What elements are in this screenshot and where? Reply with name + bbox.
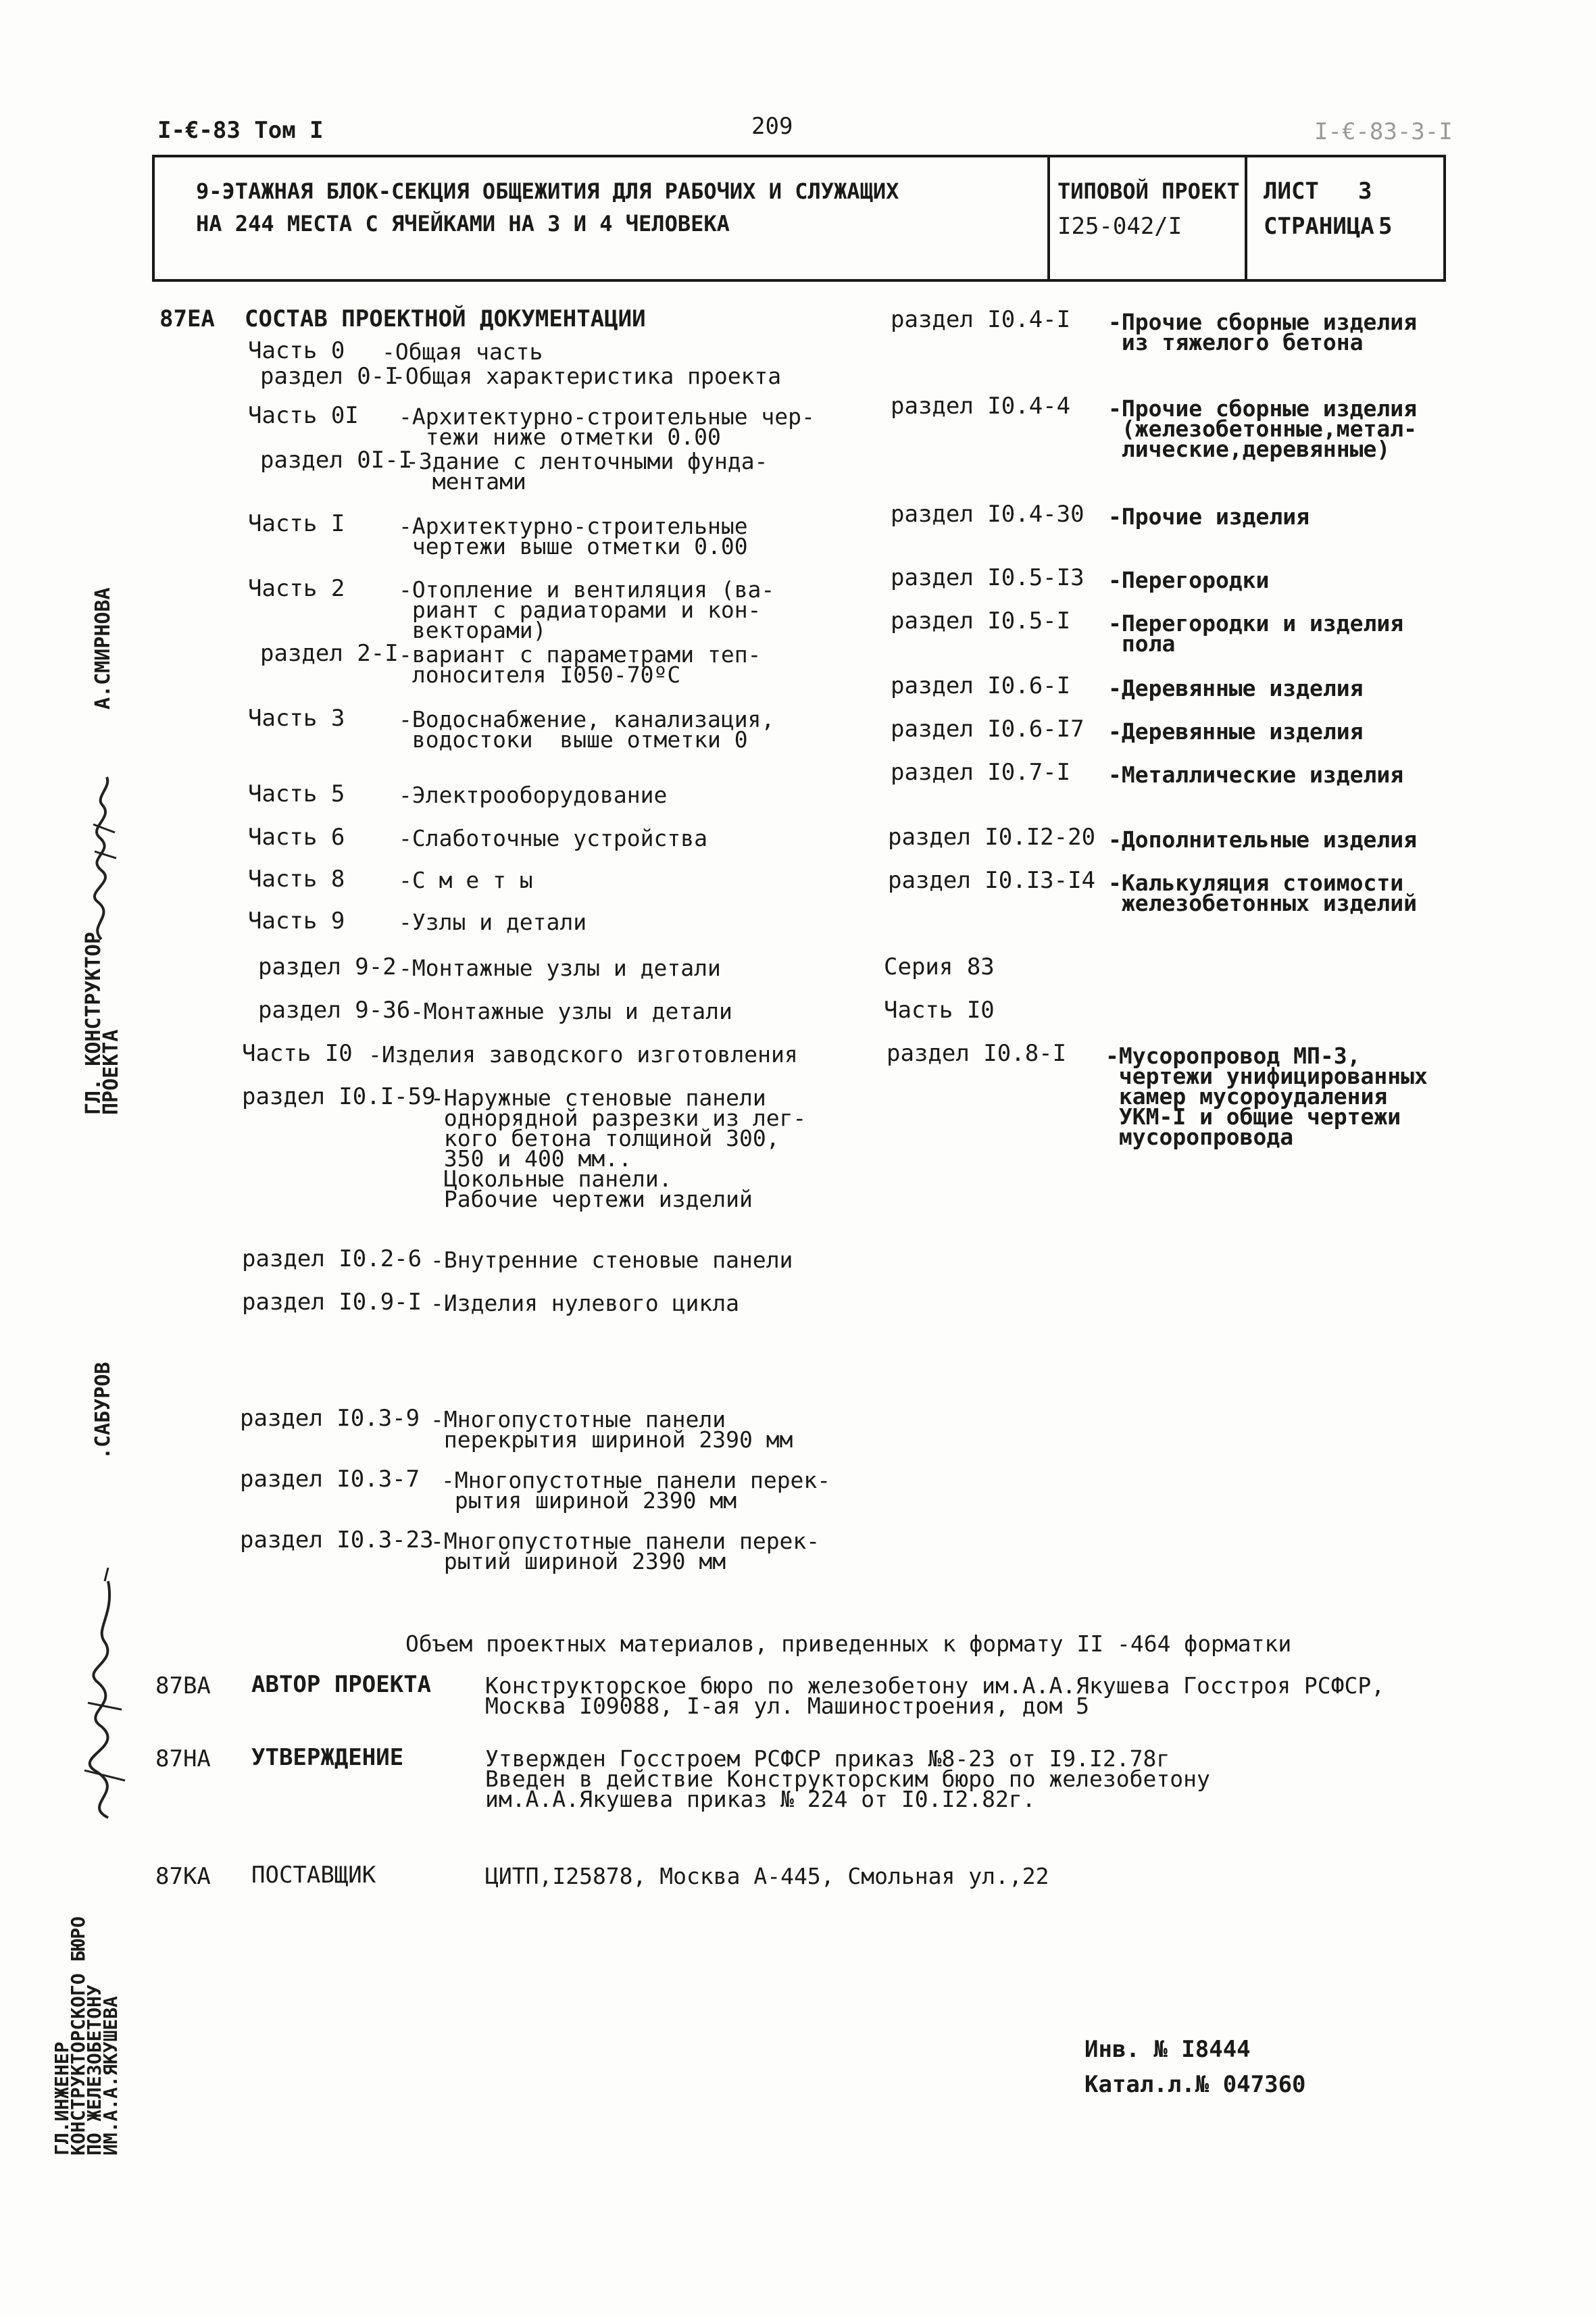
- right-label: раздел I0.4-I: [891, 306, 1071, 333]
- left-text: -Внутренние стеновые панели: [430, 1247, 793, 1273]
- left-label: Часть 6: [248, 824, 345, 851]
- left-label: раздел I0.3-7: [240, 1466, 420, 1493]
- right-label: раздел I0.8-I: [887, 1040, 1067, 1067]
- right-text: -Металлические изделия: [1108, 762, 1404, 788]
- right-text: -Деревянные изделия: [1108, 718, 1364, 745]
- signature-2: [68, 1568, 142, 1824]
- left-text: -С м е т ы: [399, 867, 533, 893]
- info-label: АВТОР ПРОЕКТА: [251, 1671, 432, 1698]
- left-text: -Общая характеристика проекта: [392, 363, 782, 389]
- info-code: 87НА: [155, 1745, 211, 1772]
- left-text: -Многопустотные панели перек- рытия шириной 2390 мм: [441, 1467, 831, 1514]
- left-text: -Изделия нулевого цикла: [430, 1290, 739, 1316]
- page-value: 5: [1378, 213, 1393, 240]
- left-text: -Электрооборудование: [399, 782, 668, 808]
- sheet-value: 3: [1358, 178, 1372, 205]
- right-label: раздел I0.5-I: [891, 607, 1071, 634]
- left-label: раздел I0.9-I: [242, 1289, 422, 1316]
- left-text: -Изделия заводского изготовления: [368, 1041, 798, 1068]
- left-label: Часть 8: [248, 866, 345, 893]
- left-label: раздел 0-I: [260, 363, 399, 390]
- part-label: Часть I0: [884, 997, 995, 1024]
- left-label: Часть 0: [248, 337, 345, 364]
- left-text: -Архитектурно-строительные чертежи выше отметки 0.00: [399, 513, 748, 559]
- left-label: Часть 0I: [248, 402, 359, 429]
- title-divider-2: [1245, 155, 1247, 282]
- corner-mark: I-€-83-3-I: [1314, 118, 1453, 145]
- right-label: раздел I0.7-I: [891, 759, 1071, 786]
- left-label: раздел 9-36: [258, 997, 411, 1024]
- info-text: Конструкторское бюро по железобетону им.А.А.Якушева Госстроя РСФСР, Москва I09088, I-ая ул. Машиностроения, дом 5: [485, 1672, 1385, 1719]
- right-text: -Прочие изделия: [1108, 503, 1310, 530]
- chief-designer-title: ГЛ. КОНСТРУКТОР ПРОЕКТА: [82, 932, 123, 1115]
- page-number: 209: [751, 113, 793, 140]
- volume-note: Объем проектных материалов, приведенных к формату II -464 форматки: [405, 1631, 1292, 1657]
- left-label: раздел I0.2-6: [242, 1245, 422, 1272]
- info-label: УТВЕРЖДЕНИЕ: [251, 1744, 404, 1771]
- series-volume: I-€-83 Том I: [157, 117, 324, 144]
- left-text: -Здание с ленточными фунда- ментами: [405, 448, 768, 495]
- info-label: ПОСТАВЩИК: [251, 1862, 376, 1889]
- left-text: -Монтажные узлы и детали: [399, 955, 721, 981]
- info-code: 87ВА: [155, 1672, 211, 1699]
- sheet-label: ЛИСТ: [1264, 178, 1319, 205]
- left-text: -Архитектурно-строительные чер- тежи ниже отметки 0.00: [399, 403, 815, 450]
- info-code: 87КА: [155, 1863, 211, 1890]
- left-text: -вариант с параметрами теп- лоносителя I050-70ºС: [399, 641, 762, 688]
- left-label: Часть 9: [248, 907, 345, 935]
- chief-engineer-name: .САБУРОВ: [91, 1362, 115, 1460]
- title-line-2: НА 244 МЕСТА С ЯЧЕЙКАМИ НА 3 И 4 ЧЕЛОВЕКА: [196, 211, 730, 237]
- right-text: -Дополнительные изделия: [1108, 826, 1417, 853]
- series-label: Серия 83: [884, 953, 995, 980]
- info-text: Утвержден Госстроем РСФСР приказ №8-23 от I9.I2.78г Введен в действие Конструкторским бюро по железобетону им.А.А.Якушева приказ № 224 от I0.I2.82г.: [485, 1745, 1210, 1812]
- right-text: -Деревянные изделия: [1108, 675, 1364, 701]
- left-text: -Наружные стеновые панели однорядной разрезки из лег- кого бетона толщиной 300, 350 и 400 мм.. Цокольные панели. Рабочие чертежи изделий: [430, 1085, 807, 1212]
- right-label: раздел I0.6-I7: [891, 716, 1084, 743]
- inventory-number: Инв. № I8444: [1084, 2036, 1251, 2063]
- right-label: раздел I0.6-I: [891, 672, 1071, 699]
- section-code: 87EA: [159, 305, 215, 332]
- left-label: раздел I0.3-23: [240, 1526, 434, 1553]
- left-text: -Водоснабжение, канализация, водостоки выше отметки 0: [399, 706, 775, 753]
- left-label: Часть 3: [248, 705, 345, 732]
- left-text: -Отопление и вентиляция (ва- риант с радиаторами и кон- векторами): [399, 576, 775, 643]
- section-heading: СОСТАВ ПРОЕКТНОЙ ДОКУМЕНТАЦИИ: [245, 305, 646, 332]
- project-code: I25-042/I: [1057, 213, 1182, 240]
- catalog-number: Катал.л.№ 047360: [1084, 2071, 1306, 2098]
- project-label: ТИПОВОЙ ПРОЕКТ: [1057, 178, 1240, 204]
- title-divider-1: [1047, 155, 1050, 282]
- right-label: раздел I0.I3-I4: [888, 867, 1096, 894]
- left-label: Часть 5: [248, 780, 345, 807]
- left-text: -Общая часть: [382, 339, 543, 365]
- left-label: Часть I0: [242, 1040, 353, 1067]
- title-line-1: 9-ЭТАЖНАЯ БЛОК-СЕКЦИЯ ОБЩЕЖИТИЯ ДЛЯ РАБОЧИХ И СЛУЖАЩИХ: [196, 178, 899, 204]
- right-label: раздел I0.4-4: [891, 393, 1071, 420]
- page-label: СТРАНИЦА: [1264, 213, 1374, 240]
- right-text: -Калькуляция стоимости железобетонных изделий: [1108, 870, 1417, 916]
- right-text: -Прочие сборные изделия (железобетонные,метал- лические,деревянные): [1108, 395, 1417, 462]
- info-text: ЦИТП,I25878, Москва А-445, Смольная ул.,22: [485, 1863, 1049, 1889]
- right-text: -Прочие сборные изделия из тяжелого бетона: [1108, 309, 1417, 355]
- left-text: -Многопустотные панели перек- рытий шириной 2390 мм: [430, 1528, 820, 1574]
- left-label: раздел 9-2: [258, 953, 397, 980]
- chief-engineer-title: ГЛ.ИНЖЕНЕР КОНСТРУКТОРСКОГО БЮРО ПО ЖЕЛЕЗОБЕТОНУ ИМ.А.А.ЯКУШЕВА: [51, 1916, 122, 2156]
- left-text: -Монтажные узлы и детали: [410, 998, 732, 1024]
- left-label: Часть I: [248, 510, 345, 537]
- left-text: -Многопустотные панели перекрытия шириной 2390 мм: [430, 1406, 793, 1453]
- chief-designer-name: А.СМИРНОВА: [91, 587, 115, 710]
- right-text: -Перегородки и изделия пола: [1108, 610, 1404, 657]
- right-label: раздел I0.5-I3: [891, 564, 1084, 591]
- left-label: Часть 2: [248, 575, 345, 602]
- right-label: раздел I0.4-30: [891, 501, 1084, 528]
- signature-1: [74, 770, 135, 946]
- right-text: -Перегородки: [1108, 567, 1270, 593]
- left-label: раздел 0I-I: [260, 447, 413, 474]
- left-label: раздел 2-I: [260, 640, 399, 667]
- right-label: раздел I0.I2-20: [888, 824, 1096, 851]
- left-label: раздел I0.I-59: [242, 1083, 436, 1110]
- left-label: раздел I0.3-9: [240, 1405, 420, 1432]
- left-text: -Узлы и детали: [399, 909, 587, 935]
- left-text: -Слаботочные устройства: [399, 825, 707, 851]
- right-text: -Мусоропровод МП-3, чертежи унифицированных камер мусороудаления УКМ-I и общие чертежи мусоропровода: [1105, 1043, 1428, 1150]
